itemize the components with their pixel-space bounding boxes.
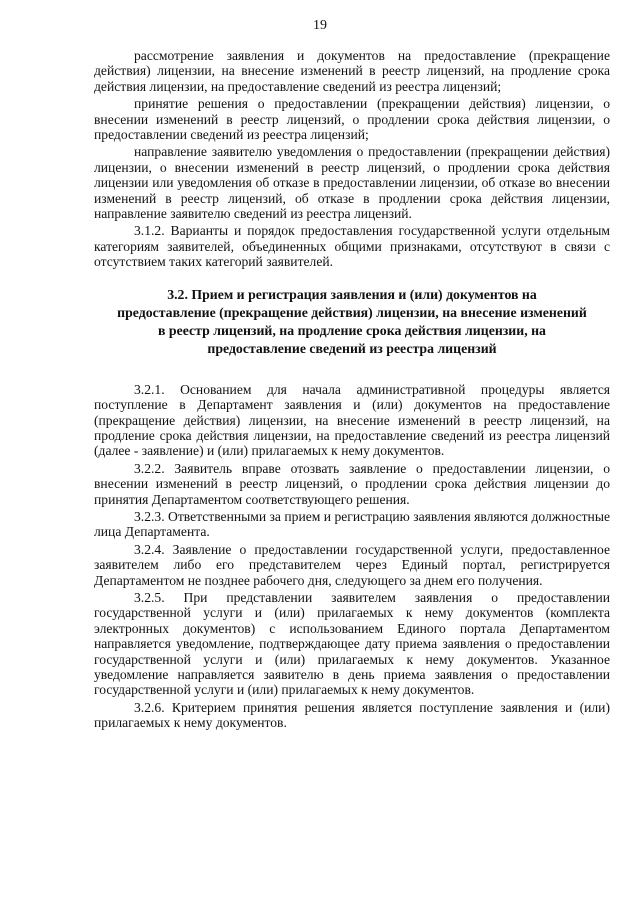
paragraph-3-2-1: 3.2.1. Основанием для начала административной процедуры является поступление в Департамент заявления и (или) документов на предоставление (прекращение действия) лицензии, на внесение изменений в реестр лицензий, на продление срока действия лицензии, на предоставление сведений из реестра лицензий (далее - заявление) и (или) прилагаемых к нему документов. (94, 381, 610, 459)
paragraph-review: рассмотрение заявления и документов на предоставление (прекращение действия) лицензии, на внесение изменений в реестр лицензий, на продление срока действия лицензии, на предоставление сведений из реестра лицензий; (94, 48, 610, 94)
paragraph-3-2-5: 3.2.5. При представлении заявителем заявления о предоставлении государственной услуги и (или) прилагаемых к нему документов (комплекта электронных документов) с использованием Единого портала Департаментом направляется уведомление, подтверждающее дату приема заявления о предоставлении государственной услуги и (или) прилагаемых к нему документов. Указанное уведомление направляется заявителю в день приема заявления о предоставлении государственной услуги и (или) прилагаемых к нему документов. (94, 589, 610, 698)
paragraph-notification: направление заявителю уведомления о предоставлении (прекращении действия) лицензии, о внесении изменений в реестр лицензий, о продлении срока действия лицензии или уведомления об отказе в предоставлении лицензии, об отказе во внесении изменений в реестр лицензий, об отказе в продлении срока действия лицензии, направление заявителю сведений из реестра лицензий. (94, 144, 610, 222)
paragraph-decision: принятие решения о предоставлении (прекращении действия) лицензии, о внесении изменений в реестр лицензий, о продлении срока действия лицензии, о предоставлении сведений из реестра лицензий; (94, 96, 610, 143)
page-number: 19 (313, 18, 327, 33)
paragraph-3-1-2: 3.1.2. Варианты и порядок предоставления государственной услуги отдельным категориям заявителей, объединенных общими признаками, отсутствуют в связи с отсутствием таких категорий заявителей. (94, 223, 610, 270)
paragraph-3-2-2: 3.2.2. Заявитель вправе отозвать заявление о предоставлении лицензии, о внесении изменений в реестр лицензий, о продлении срока действия лицензии до принятия Департаментом соответствующего решения. (94, 460, 610, 507)
section-heading-3-2 (94, 286, 610, 358)
heading-line: предоставление (прекращение действия) лицензии, на внесение изменений (117, 304, 587, 320)
paragraph-3-2-4: 3.2.4. Заявление о предоставлении государственной услуги, предоставленное заявителем либо его представителем через Единый портал, регистрируется Департаментом не позднее рабочего дня, следующего за днем его получения. (94, 541, 610, 588)
document-body (94, 48, 610, 733)
heading-line: 3.2. Прием и регистрация заявления и (или) документов на (167, 286, 537, 302)
paragraph-3-2-3: 3.2.3. Ответственными за прием и регистрацию заявления являются должностные лица Департамента. (94, 508, 610, 540)
paragraph-3-2-6: 3.2.6. Критерием принятия решения является поступление заявления и (или) прилагаемых к нему документов. (94, 699, 610, 731)
heading-line: предоставление сведений из реестра лицензий (207, 340, 497, 356)
heading-line: в реестр лицензий, на продление срока действия лицензии, на (158, 322, 546, 338)
